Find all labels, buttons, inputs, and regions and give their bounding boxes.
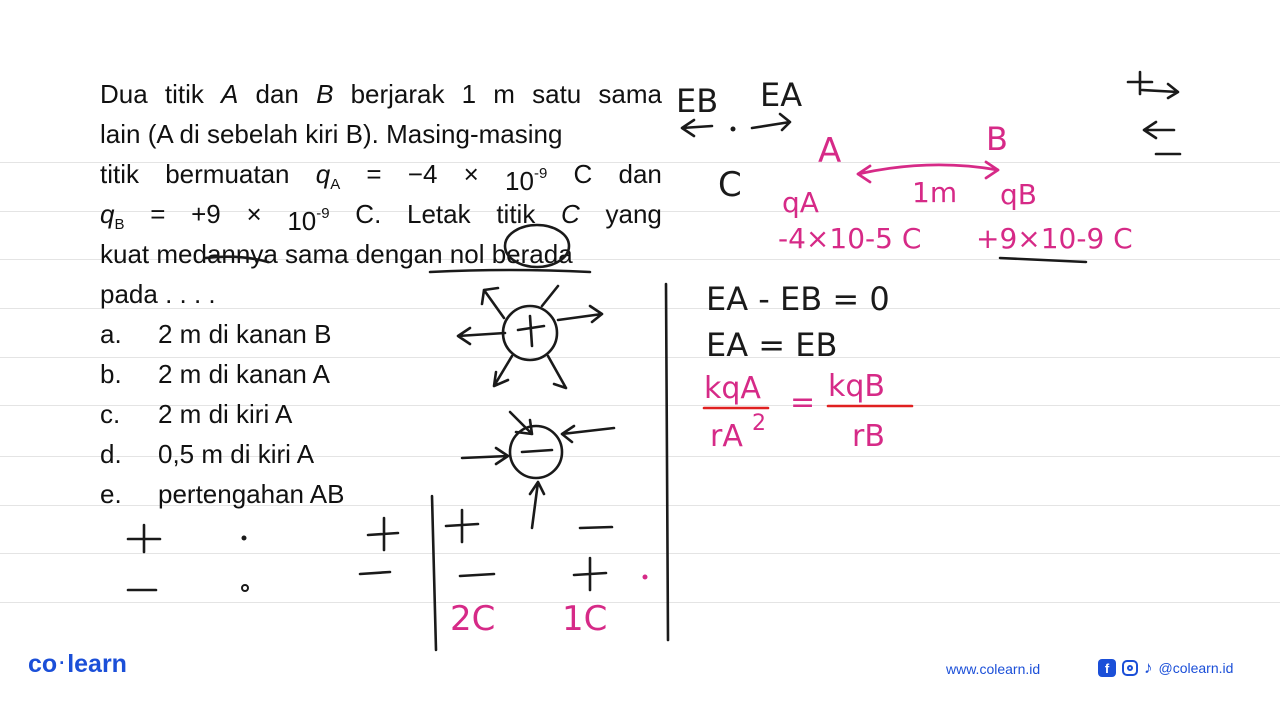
point-c-label: C (718, 165, 742, 205)
charge-qb-value: +9 (191, 199, 221, 229)
logo-part: co (28, 650, 58, 678)
word: berjarak (350, 79, 445, 109)
subscript: B (114, 216, 125, 233)
numerator-kqa: kqA (704, 371, 761, 406)
social-handle: @colearn.id (1158, 660, 1234, 676)
plus-sign-icon (128, 525, 160, 552)
social-links (1098, 658, 1233, 678)
colearn-logo (28, 650, 127, 679)
word: titik (100, 159, 139, 189)
point-c-dot (731, 127, 736, 132)
point-dot (242, 585, 248, 591)
arrow-icon (752, 114, 790, 130)
equation-1: EA - EB = 0 (706, 280, 890, 318)
charge-qb-value: +9×10-9 C (976, 222, 1133, 255)
distance-label: 1m (912, 176, 958, 209)
equation-2: EA = EB (706, 326, 838, 364)
arrow-icon (458, 328, 505, 344)
q-symbol: q (100, 199, 115, 229)
underline-stroke (1000, 258, 1086, 262)
arrow-icon (558, 306, 602, 322)
arrow-icon (548, 356, 566, 388)
option-letter: e. (100, 479, 122, 509)
charge-qa-value: -4×10-5 C (778, 222, 922, 255)
option-text: 0,5 m di kiri A (158, 439, 315, 469)
line-text: lain (A di sebelah kiri B). Masing-masing (100, 119, 563, 149)
point-a-label: A (818, 131, 842, 171)
word: sama (598, 79, 662, 109)
charge-qa-label: qA (782, 186, 819, 219)
word: dan (255, 79, 299, 109)
tiktok-icon[interactable]: ♪ (1144, 658, 1153, 677)
line-text: pada . . . . (100, 279, 216, 309)
instagram-icon[interactable] (1122, 660, 1138, 676)
denominator-rb: rB (852, 419, 885, 454)
point-a: A (221, 79, 239, 109)
option-text: 2 m di kanan A (158, 359, 330, 389)
option-letter: b. (100, 359, 122, 389)
word: Dua (100, 79, 148, 109)
arrow-icon (530, 482, 544, 528)
website-link[interactable]: www.colearn.id (946, 661, 1041, 677)
exponent: -9 (533, 165, 548, 182)
circle-nol (505, 225, 569, 267)
arrow-icon (562, 426, 614, 442)
charge-qa-value: −4 (407, 159, 438, 189)
plus-sign-icon (574, 558, 606, 590)
arrow-icon (482, 288, 504, 318)
minus-sign-icon (580, 527, 612, 528)
times: × (463, 159, 479, 189)
word: bermuatan (165, 159, 290, 189)
point-dot (643, 575, 648, 580)
word: satu (532, 79, 582, 109)
charge-1c-label: 1C (562, 599, 608, 639)
vertical-divider (666, 284, 668, 640)
numerator-kqb: kqB (828, 369, 885, 404)
charge-2c-label: 2C (450, 599, 496, 639)
logo-dot: · (59, 653, 66, 673)
minus-sign-icon (460, 574, 494, 576)
option-letter: d. (100, 439, 122, 469)
square-exponent: 2 (752, 411, 766, 436)
arrow-icon (462, 448, 508, 464)
line-text: kuat medannya sama dengan nol berada (100, 239, 573, 269)
plus-sign-icon (518, 316, 544, 346)
point-b-label: B (986, 120, 1008, 158)
option-letter: a. (100, 319, 122, 349)
plus-sign-icon (368, 518, 398, 550)
plus-arrow-icon (1128, 72, 1178, 98)
option-letter: c. (100, 399, 121, 429)
logo-part: learn (67, 650, 127, 678)
word: m (493, 79, 515, 109)
option-text: 2 m di kiri A (158, 399, 293, 429)
vertical-divider (432, 496, 436, 650)
exponent: -9 (316, 205, 330, 222)
word: Letak (407, 199, 471, 229)
arrow-icon (494, 356, 512, 386)
equals: = (366, 159, 382, 189)
plus-sign-icon (446, 510, 478, 542)
point-dot (242, 536, 247, 541)
unit: C. (355, 199, 382, 229)
word: titik (164, 79, 204, 109)
minus-sign-icon (360, 572, 390, 574)
word: titik (496, 199, 536, 229)
word: 1 (461, 79, 477, 109)
minus-sign-icon (522, 450, 552, 452)
minus-arrow-icon (1144, 122, 1180, 154)
subscript: A (330, 176, 341, 193)
word: yang (605, 199, 662, 229)
arrow-icon (682, 120, 712, 136)
field-ea-label: EA (760, 76, 803, 114)
point-c: C (561, 199, 580, 229)
facebook-icon[interactable]: f (1098, 659, 1116, 677)
equals-sign: = (790, 385, 816, 420)
charge-qb-label: qB (1000, 178, 1037, 211)
unit: C (573, 159, 593, 189)
field-eb-label: EB (676, 82, 719, 120)
point-b: B (316, 79, 334, 109)
times: × (246, 199, 262, 229)
q-symbol: q (315, 159, 331, 189)
arrow-icon (542, 286, 558, 306)
base: 10 (287, 206, 317, 236)
option-text: pertengahan AB (158, 479, 345, 509)
option-text: 2 m di kanan B (158, 319, 332, 349)
equals: = (150, 199, 166, 229)
word: dan (618, 159, 662, 189)
underline-stroke (430, 270, 590, 272)
underline-stroke (205, 257, 268, 262)
base: 10 (505, 166, 534, 196)
denominator-ra: rA (710, 419, 743, 454)
